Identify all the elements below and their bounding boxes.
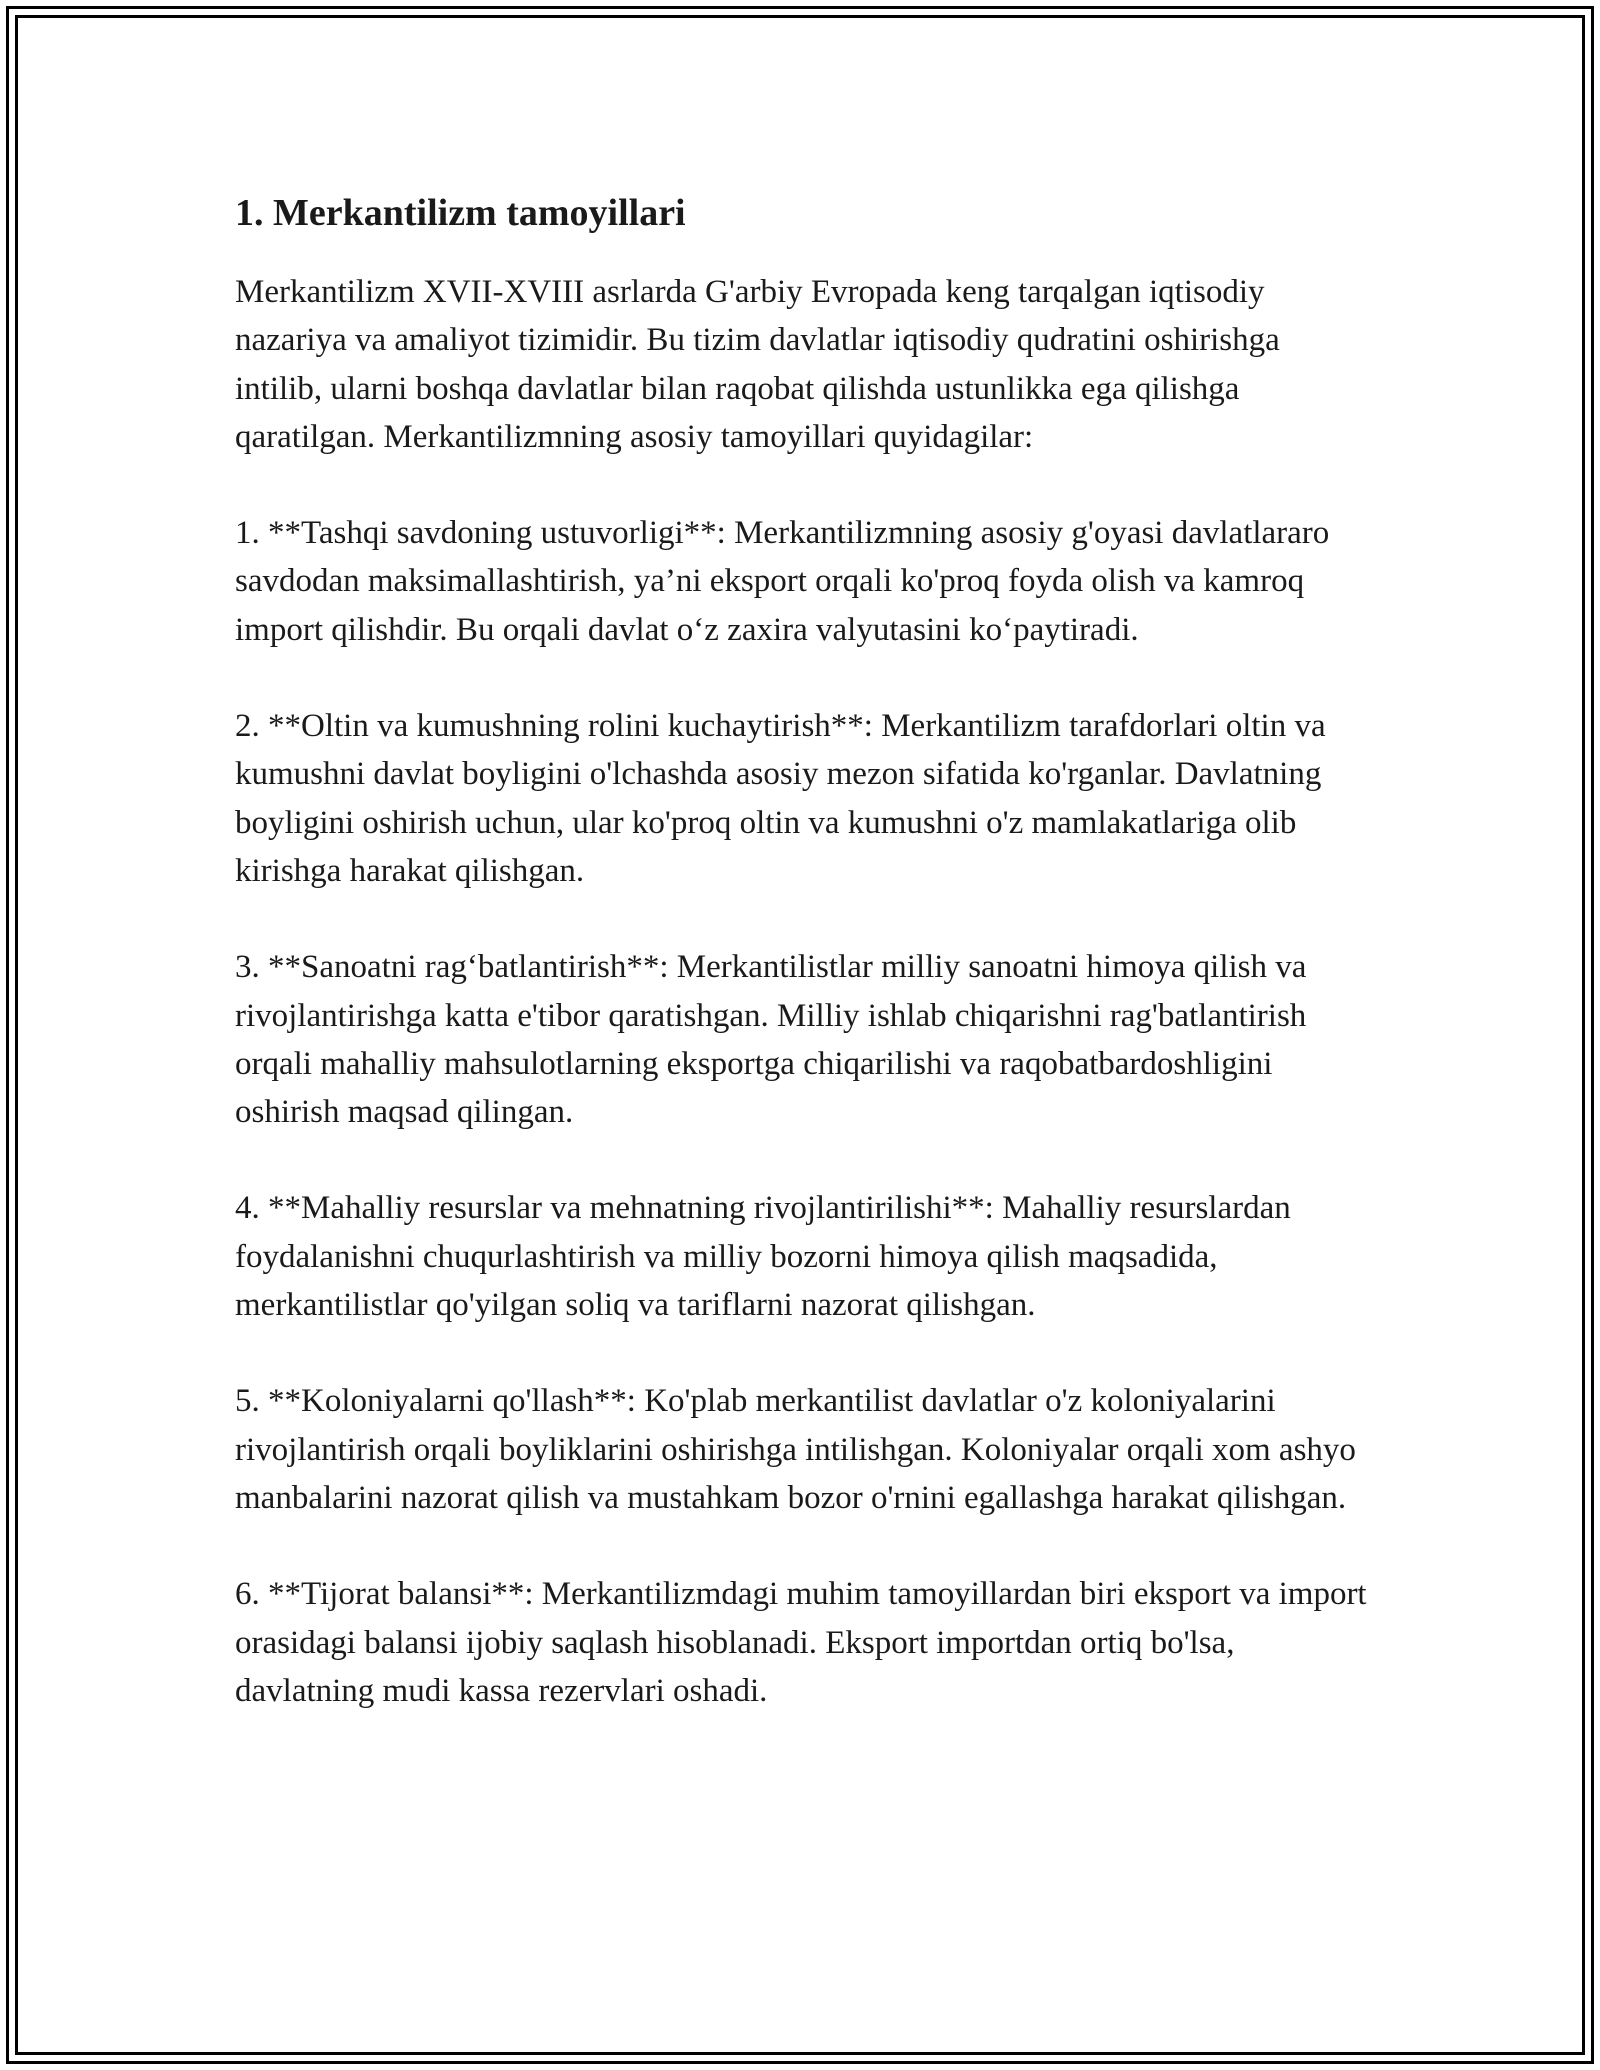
intro-paragraph: Merkantilizm XVII-XVIII asrlarda G'arbiy Evropada keng tarqalgan iqtisodiy nazariya va amaliyot tizimidir. Bu tizim davlatlar iqtisodiy qudratini oshirishga intilib, ularni boshqa davlatlar bilan raqobat qilishda ustunlikka ega qilishga qaratilgan. Merkantilizmning asosiy tamoyillari quyidagilar: (235, 274, 1280, 455)
principle-item-2: 2. **Oltin va kumushning rolini kuchaytirish**: Merkantilizm tarafdorlari oltin va kumushni davlat boyligini o'lchashda asosiy mezon sifatida ko'rganlar. Davlatning boyligini oshirish uchun, ular ko'proq oltin va kumushni o'z mamlakatlariga olib kirishga harakat qilishgan. (235, 708, 1326, 889)
principle-item-4: 4. **Mahalliy resurslar va mehnatning rivojlantirilishi**: Mahalliy resurslardan foydalanishni chuqurlashtirish va milliy bozorni himoya qilish maqsadida, merkantilistlar qo'yilgan soliq va tariflarni nazorat qilishgan. (235, 1190, 1291, 1324)
principle-item-1: 1. **Tashqi savdoning ustuvorligi**: Merkantilizmning asosiy g'oyasi davlatlararo savdodan maksimallashtirish, ya’ni eksport orqali ko'proq foyda olish va kamroq import qilishdir. Bu orqali davlat o‘z zaxira valyutasini ko‘paytiradi. (235, 515, 1330, 648)
principle-item-3: 3. **Sanoatni rag‘batlantirish**: Merkantilistlar milliy sanoatni himoya qilish va rivojlantirishga katta e'tibor qaratishgan. Milliy ishlab chiqarishni rag'batlantirish orqali mahalliy mahsulotlarning eksportga chiqarilishi va raqobatbardoshligini oshirish maqsad qilingan. (235, 949, 1307, 1131)
document-body (235, 188, 1375, 1715)
document-title: 1. Merkantilizm tamoyillari (235, 192, 686, 234)
principle-item-6: 6. **Tijorat balansi**: Merkantilizmdagi muhim tamoyillardan biri eksport va import orasidagi balansi ijobiy saqlash hisoblanadi. Eksport importdan ortiq bo'lsa, davlatning mudi kassa rezervlari oshadi. (235, 1576, 1367, 1709)
principle-item-5: 5. **Koloniyalarni qo'llash**: Ko'plab merkantilist davlatlar o'z koloniyalarini rivojlantirish orqali boyliklarini oshirishga intilishgan. Koloniyalar orqali xom ashyo manbalarini nazorat qilish va mustahkam bozor o'rnini egallashga harakat qilishgan. (235, 1383, 1356, 1516)
